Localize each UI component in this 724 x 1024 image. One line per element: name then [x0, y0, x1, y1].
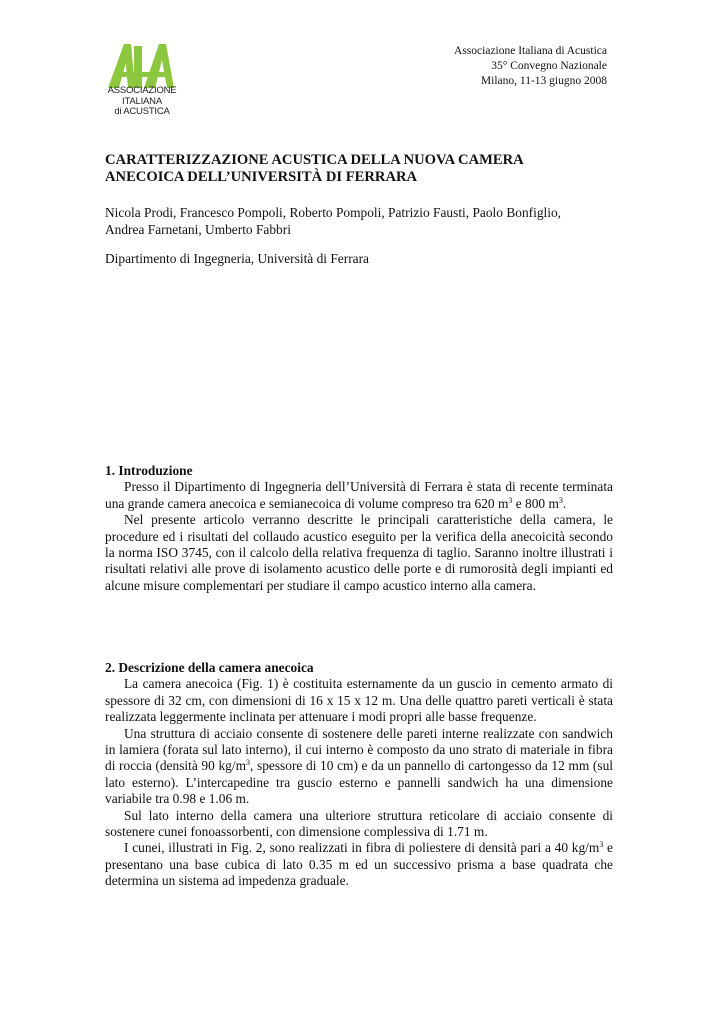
section-description [105, 660, 613, 890]
paper-title [105, 152, 625, 186]
paragraph-text: e 800 m [512, 495, 559, 511]
superscript: 3 [558, 495, 563, 505]
paragraph-text: , spessore di 10 cm) e da un pannello di cartongesso da 12 mm (sul lato esterno). L’intercapedine tra guscio esterno e pannelli sandwich ha una dimensione variabile tra 0.98 e 1.06 m. [105, 758, 613, 807]
superscript: 3 [246, 758, 250, 768]
paragraph-text: . [562, 495, 567, 511]
logo-line-1: ASSOCIAZIONE [107, 85, 177, 96]
paragraph [105, 726, 613, 808]
paragraph: La camera anecoica (Fig. 1) è costituita esternamente da un guscio in cemento armato di spessore di 32 cm, con dimensioni di 16 x 15 x 12 m. Una delle quattro pareti verticali è stata realizzata leggermente inclinata per attenuare i modi propri alle basse frequenze. [105, 676, 613, 725]
conference-info [454, 44, 607, 89]
aia-logo-mark [108, 44, 174, 88]
paragraph [105, 479, 613, 512]
conference-place-date: Milano, 11-13 giugno 2008 [480, 75, 607, 87]
superscript: 3 [508, 495, 513, 505]
logo-line-3: di ACUSTICA [114, 106, 170, 117]
paper-affiliation: Dipartimento di Ingegneria, Università di Ferrara [105, 251, 370, 266]
authors-line-1: Nicola Prodi, Francesco Pompoli, Roberto Pompoli, Patrizio Fausti, Paolo Bonfiglio, [105, 205, 562, 220]
section-introduction [105, 463, 613, 594]
conference-name: 35° Convegno Nazionale [491, 60, 607, 72]
paragraph-text: Presso il Dipartimento di Ingegneria dell’Università di Ferrara è stata di recente terminata una grande camera anecoica e semianecoica di volume compreso tra 620 m [105, 479, 613, 511]
authors-line-2: Andrea Farnetani, Umberto Fabbri [105, 222, 291, 237]
paragraph [105, 840, 613, 889]
conference-association: Associazione Italiana di Acustica [454, 45, 607, 57]
aia-logo-wordmark [104, 86, 180, 118]
paper-authors [105, 204, 561, 238]
paragraph: Nel presente articolo verranno descritte le principali caratteristiche della camera, le procedure ed i risultati del collaudo acustico eseguito per la verifica della anecoicità secondo la norma ISO 3745, con il calcolo della relativa frequenza di taglio. Saranno inoltre illustrati i risultati relativi alle prove di isolamento acustico delle porte e di rumorosità degli impianti ed alcune misure complementari per studiare il campo acustico interno alla camera. [105, 512, 613, 593]
paper-title-line-1: CARATTERIZZAZIONE ACUSTICA DELLA NUOVA CAMERA [105, 152, 524, 168]
paragraph-text: e presentano una base cubica di lato 0.35 m ed un successivo prisma a base quadrata che determina un sistema ad impedenza graduale. [105, 840, 614, 889]
paragraph-text: Una struttura di acciaio consente di sostenere delle pareti interne realizzate con sandwich in lamiera (forata sul lato interno), il cui interno è composto da uno strato di materiale in fibra di roccia (densità 90 kg/m [105, 725, 613, 774]
paragraph: Sul lato interno della camera una ulteriore struttura reticolare di acciaio consente di sostenere cunei fonoassorbenti, con dimensione complessiva di 1.71 m. [105, 807, 613, 840]
section-heading: 1. Introduzione [105, 463, 193, 478]
section-heading: 2. Descrizione della camera anecoica [105, 660, 314, 675]
logo-line-2: ITALIANA [122, 95, 162, 107]
paragraph-text: I cunei, illustrati in Fig. 2, sono realizzati in fibra di poliestere di densità pari a 40 kg/m [124, 840, 600, 856]
paper-title-line-2: ANECOICA DELL’UNIVERSITÀ DI FERRARA [105, 169, 418, 185]
superscript: 3 [599, 840, 604, 850]
